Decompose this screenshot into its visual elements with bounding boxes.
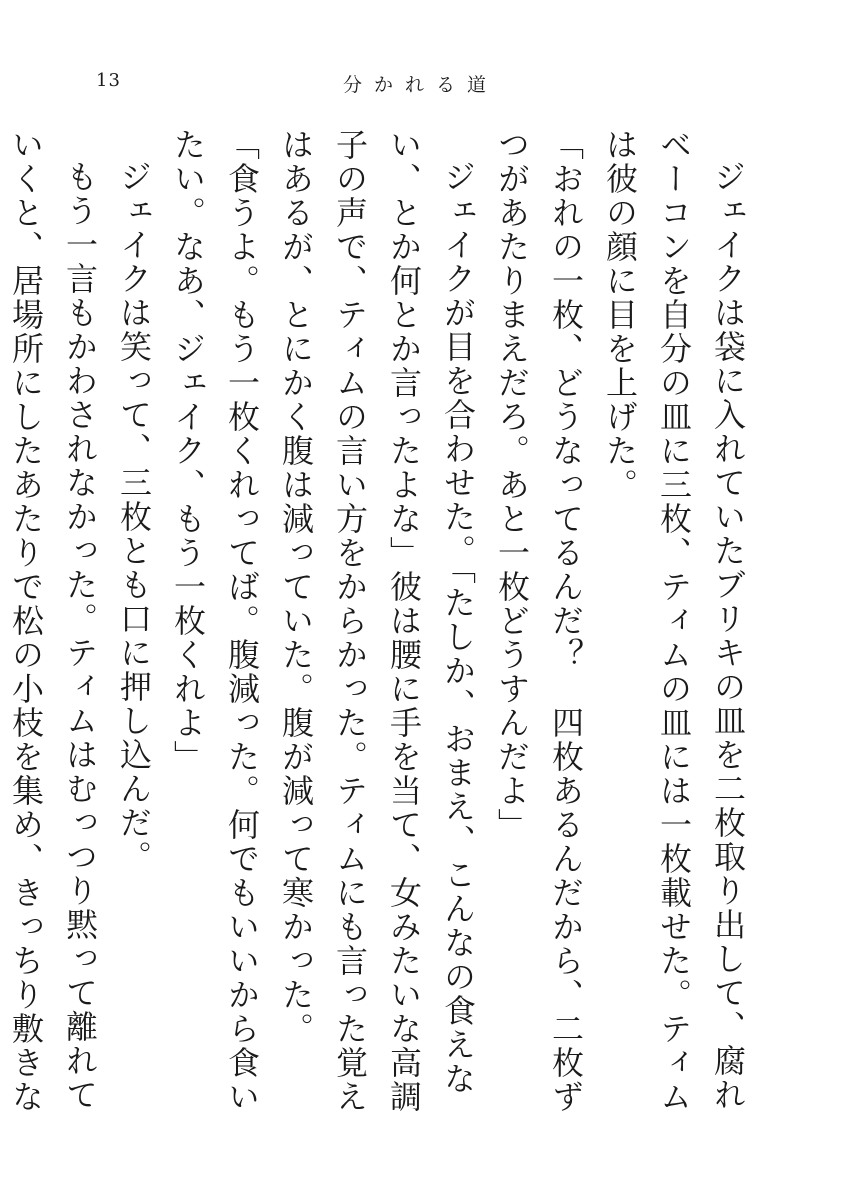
page-number: 13 <box>96 70 121 91</box>
chapter-title: 分かれる道 <box>342 74 498 96</box>
paragraph: ジェイクは袋に入れていたブリキの皿を二枚取り出して、腐れベーコンを自分の皿に三枚、ティムの皿には一枚載せた。ティムは彼の顔に目を上げた。 <box>601 128 747 1114</box>
paragraph: ジェイクが目を合わせた。「たしか、おまえ、こんなの食えない、とか何とか言ったよな」彼は腰に手を当て、女みたいな高調子の声で、ティムの言い方をからかった。ティムにも言った覚えはあるが、とにかく腹は減っていた。腹が減って寒かった。 <box>277 128 477 1114</box>
paragraph: もう一言もかわされなかった。ティムはむっつり黙って離れていくと、居場所にしたあたりで松の小枝を集め、きっちり敷きな <box>7 128 99 1114</box>
body-text <box>7 128 755 1128</box>
paragraph: 「おれの一枚、どうなってるんだ？ 四枚あるんだから、二枚ずつがあたりまえだろ。あと一枚どうすんだよ」 <box>493 128 585 1114</box>
paragraph: 「食うよ。もう一枚くれってば。腹減った。何でもいいから食いたい。なあ、ジェイク、もう一枚くれよ」 <box>169 128 261 1114</box>
paragraph: ジェイクは笑って、三枚とも口に押し込んだ。 <box>115 160 153 874</box>
